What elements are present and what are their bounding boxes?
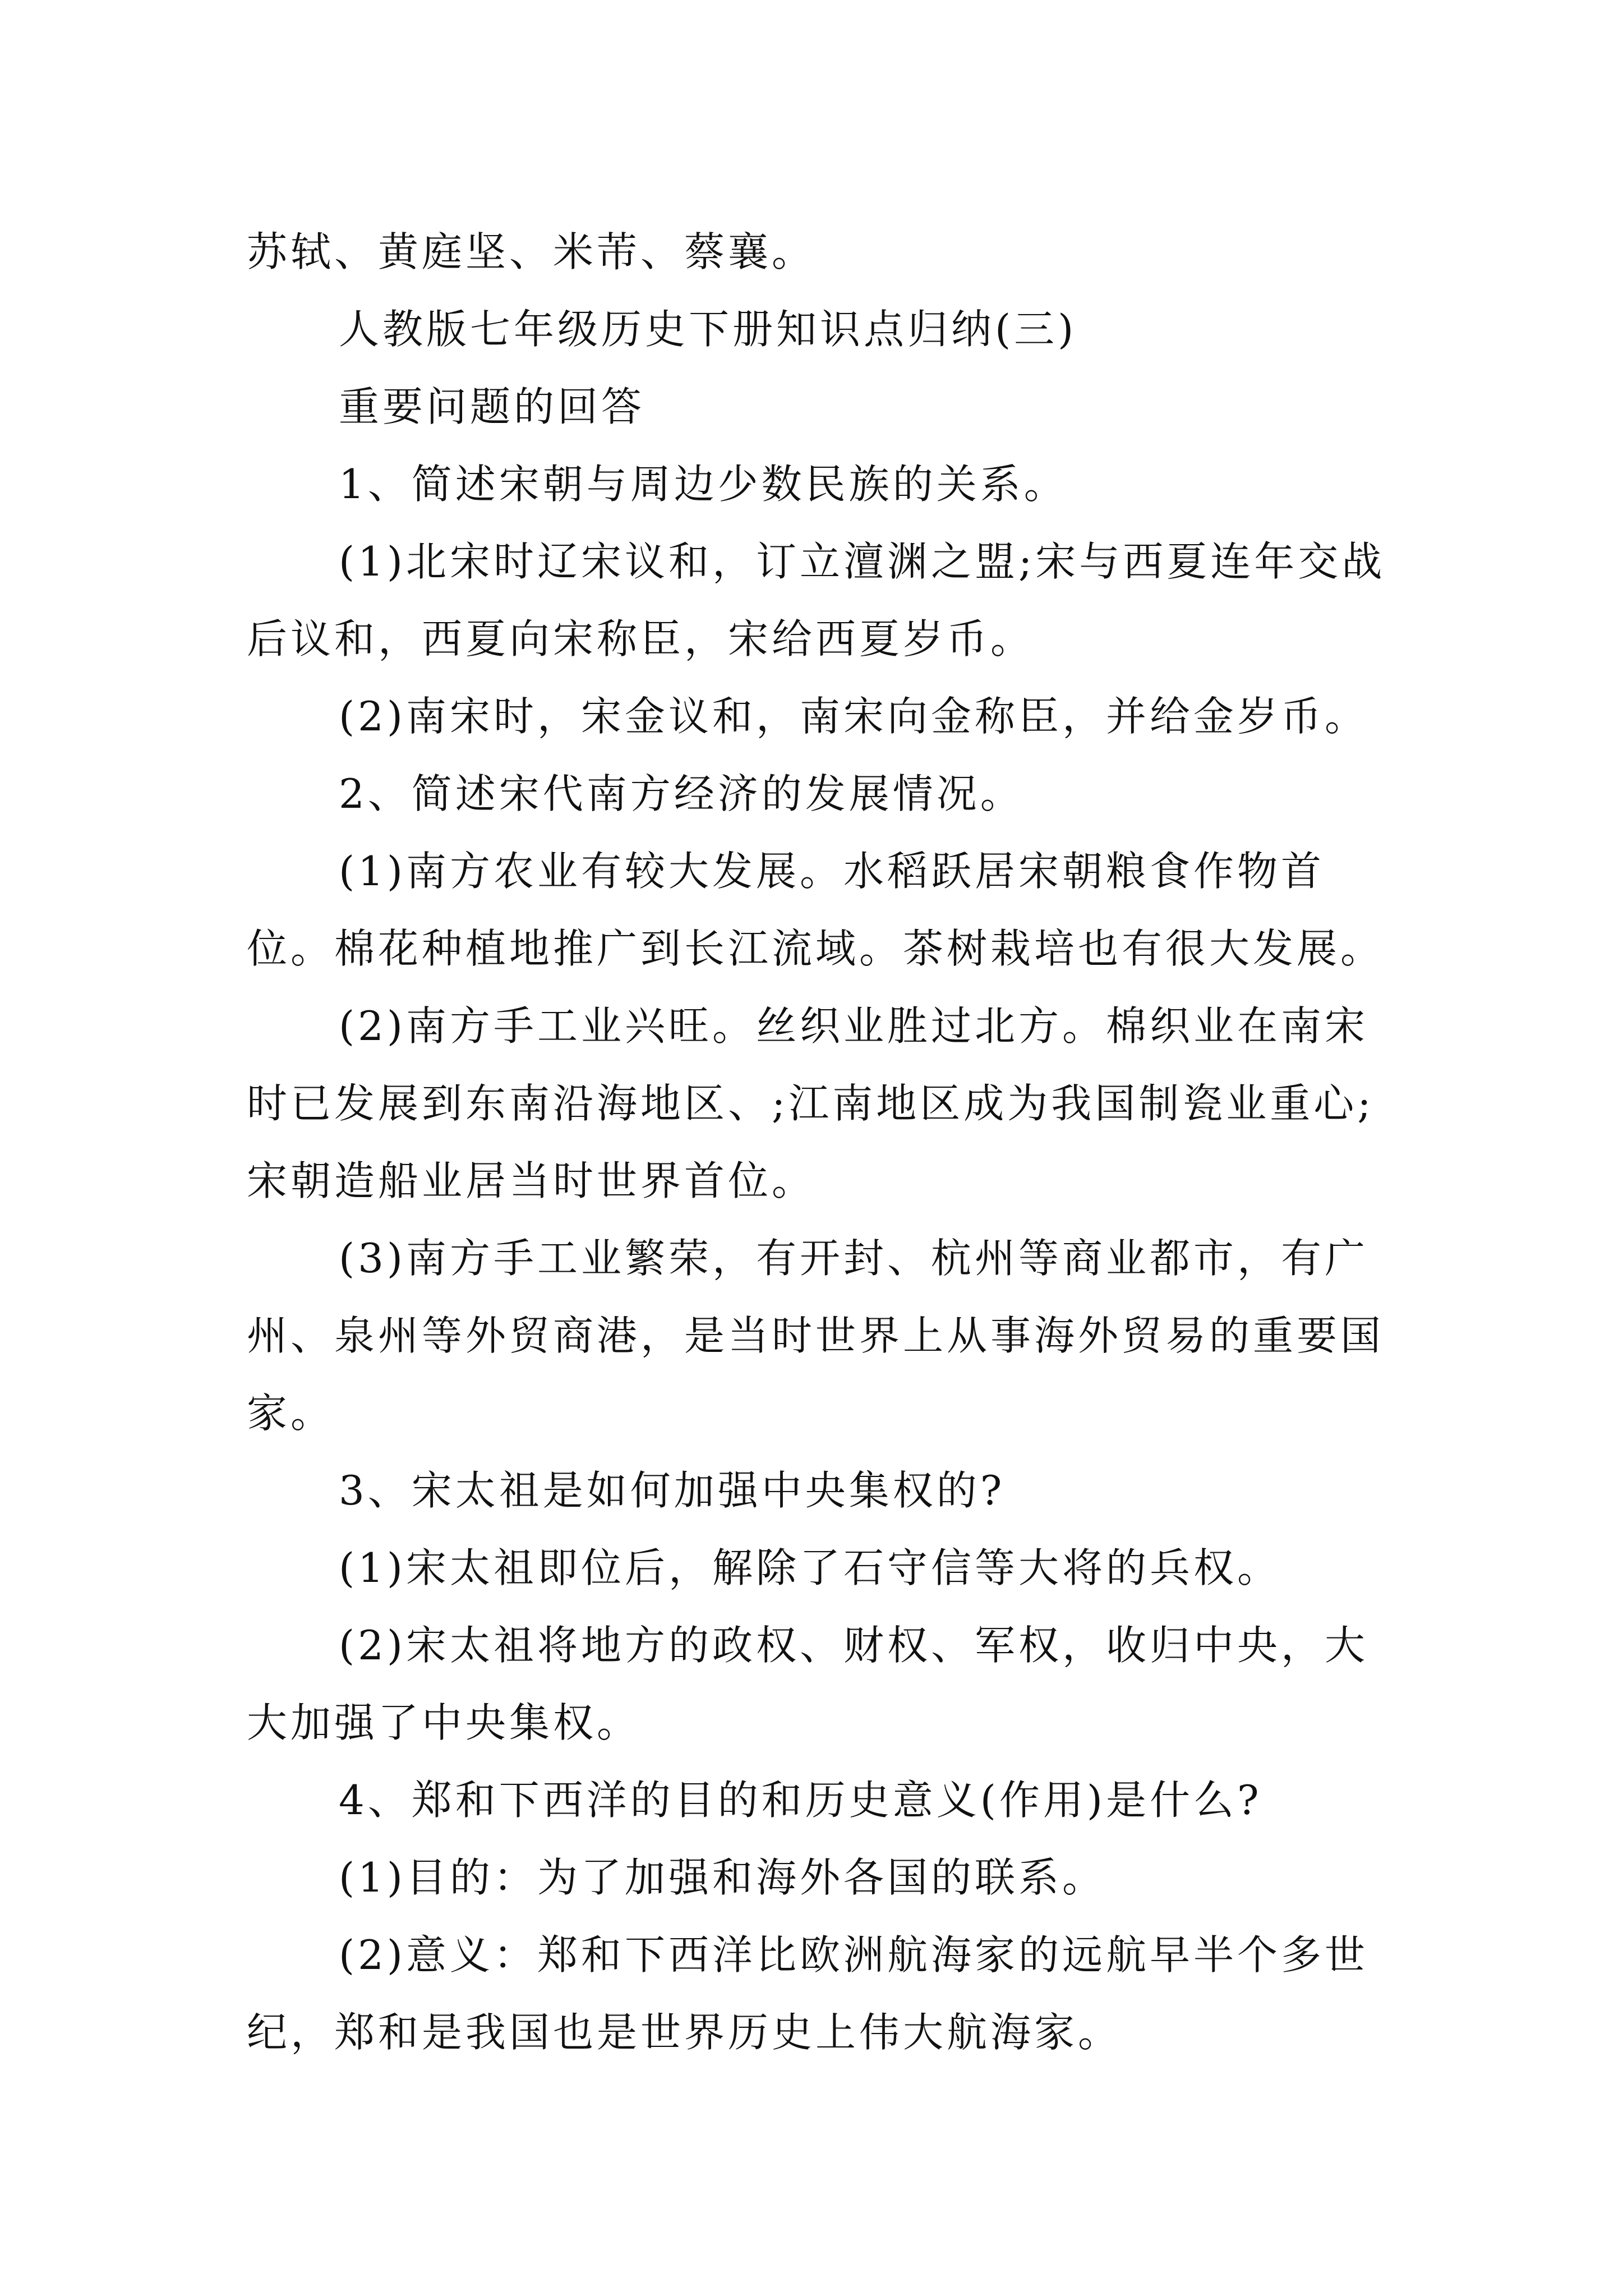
answer-3-1: (1)宋太祖即位后，解除了石守信等大将的兵权。	[339, 1544, 1281, 1591]
section-title: 人教版七年级历史下册知识点归纳(三)	[339, 306, 1077, 353]
answer-4-2: (2)意义：郑和下西洋比欧洲航海家的远航早半个多世纪，郑和是我国也是世界历史上伟大航海家。	[247, 1931, 1368, 2056]
paragraph-continuation: 苏轼、黄庭坚、米芾、蔡襄。	[247, 228, 816, 275]
answer-2-1: (1)南方农业有较大发展。水稻跃居宋朝粮食作物首位。棉花种植地推广到长江流域。茶树栽培也有很大发展。	[247, 848, 1385, 972]
answer-1-1: (1)北宋时辽宋议和，订立澶渊之盟;宋与西夏连年交战后议和，西夏向宋称臣，宋给西夏岁币。	[247, 538, 1386, 662]
answer-4-1: (1)目的：为了加强和海外各国的联系。	[339, 1854, 1106, 1901]
question-1: 1、简述宋朝与周边少数民族的关系。	[339, 461, 1068, 508]
answer-1-2: (2)南宋时，宋金议和，南宋向金称臣，并给金岁币。	[339, 693, 1368, 740]
answer-3-2: (2)宋太祖将地方的政权、财权、军权，收归中央，大大加强了中央集权。	[247, 1622, 1368, 1746]
answer-2-3: (3)南方手工业繁荣，有开封、杭州等商业都市，有广州、泉州等外贸商港，是当时世界上从事海外贸易的重要国家。	[247, 1235, 1385, 1437]
question-3: 3、宋太祖是如何加强中央集权的?	[339, 1467, 1006, 1514]
document-body	[247, 213, 1391, 2071]
question-2: 2、简述宋代南方经济的发展情况。	[339, 770, 1024, 817]
answer-2-2: (2)南方手工业兴旺。丝织业胜过北方。棉织业在南宋时已发展到东南沿海地区、;江南地区成为我国制瓷业重心;宋朝造船业居当时世界首位。	[247, 1002, 1375, 1204]
question-4: 4、郑和下西洋的目的和历史意义(作用)是什么?	[339, 1777, 1262, 1824]
section-subtitle: 重要问题的回答	[339, 383, 645, 430]
